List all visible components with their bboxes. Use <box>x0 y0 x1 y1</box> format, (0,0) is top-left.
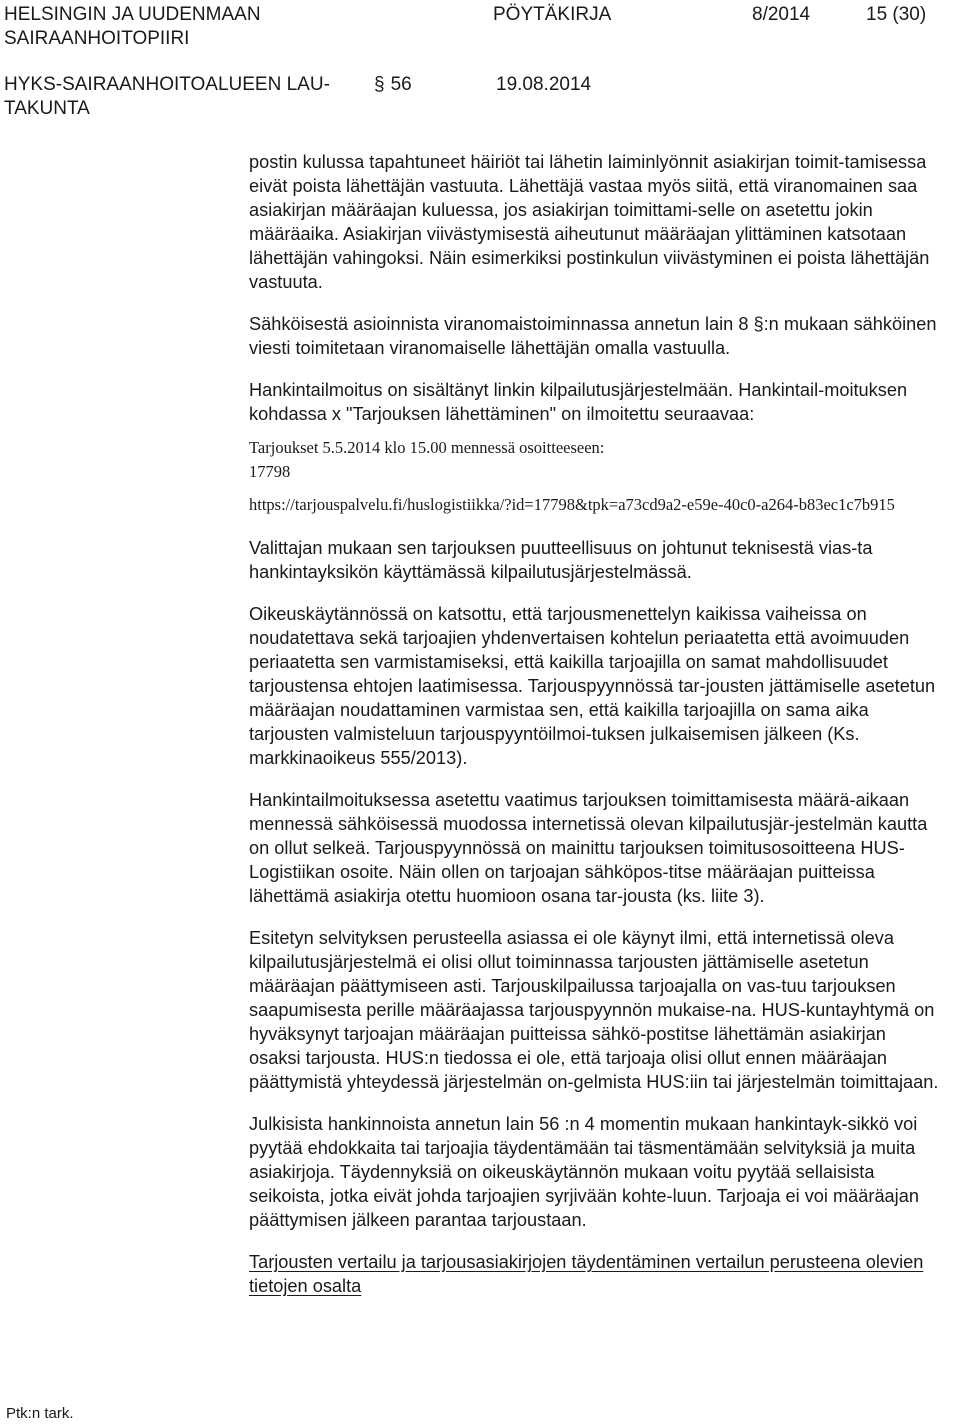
document-type: PÖYTÄKIRJA <box>493 4 612 25</box>
paragraph-appellant-claim: Valittajan mukaan sen tarjouksen puutteellisuus on johtunut teknisestä vias-ta hankintayksikön käyttämässä kilpailutusjärjestelmässä. <box>249 538 873 582</box>
paragraph-notice-requirement: Hankintailmoituksessa asetettu vaatimus tarjouksen toimittamisesta määrä-aikaan mennessä sähköisessä muodossa internetissä olevan kilpailutusjär-jestelmän kautta on ollut selkeä. Tarjouspyynnössä on mainittu tarjouksen toimitusosoitteena HUS-Logistiikan osoite. Näin ollen on tarjoajan sähköpos-titse määräajan puitteissa lähettämä asiakirja otettu huomioon osana tar-jousta (ks. liite 3). <box>249 790 928 906</box>
section-symbol: § <box>374 74 385 95</box>
document-body <box>249 150 939 1298</box>
tender-service-link[interactable]: https://tarjouspalvelu.fi/huslogistiikka/?id=17798&tpk=a73cd9a2-e59e-40c0-a264-b83ec1c7b915 <box>249 495 895 514</box>
document-number: 8/2014 <box>752 4 811 25</box>
unit-name-line2: TAKUNTA <box>4 98 90 119</box>
paragraph-procurement-notice: Hankintailmoitus on sisältänyt linkin kilpailutusjärjestelmään. Hankintail-moituksen kohdassa x "Tarjouksen lähettäminen" on ilmoitettu seuraavaa: <box>249 380 908 424</box>
paragraph-case-law: Oikeuskäytännössä on katsottu, että tarjousmenettelyn kaikissa vaiheissa on noudatettava sekä tarjoajien yhdenvertaisen kohtelun periaatetta että avoimuuden periaatetta sen varmistamiseksi, että kaikilla tarjoajilla on samat mahdollisuudet tarjoustensa ehtojen laatimisessa. Tarjouspyynnössä tar-jousten jättämiselle asetetun määräajan noudattaminen varmistaa sen, että kaikilla tarjoajilla on sama aika tarjousten valmisteluun tarjouspyyntöilmoi-tuksen julkaisemisen jälkeen (Ks. markkinaoikeus 555/2013). <box>249 604 936 768</box>
organization-name-line2: SAIRAANHOITOPIIRI <box>4 28 190 49</box>
section-reference <box>374 72 412 97</box>
meeting-date: 19.08.2014 <box>496 74 592 95</box>
quote-deadline: Tarjoukset 5.5.2014 klo 15.00 mennessä osoitteeseen: <box>249 438 605 457</box>
organization-name-line1: HELSINGIN JA UUDENMAAN <box>4 4 261 25</box>
document-header <box>0 0 960 130</box>
unit-name-line1: HYKS-SAIRAANHOITOALUEEN LAU- <box>4 74 330 95</box>
quote-id: 17798 <box>249 462 291 481</box>
paragraph-procurement-law: Julkisista hankinnoista annetun lain 56 :n 4 momentin mukaan hankintayk-sikkö voi pyytää ehdokkaita tai tarjoajia täydentämään tai täsmentämään selvityksiä ja muita asiakirjoja. Täydennyksiä on oikeuskäytännön mukaan voitu pyytää sellaisista seikoista, jotka eivät johda tarjoajien syrjivään kohte-luun. Tarjoaja ei voi määräajan päättymisen jälkeen parantaa tarjoustaan. <box>249 1114 919 1230</box>
paragraph-electronic-transactions: Sähköisestä asioinnista viranomaistoiminnassa annetun lain 8 §:n mukaan sähköinen viesti toimitetaan viranomaiselle lähettäjän omalla vastuulla. <box>249 314 937 358</box>
minutes-checker-label: Ptk:n tark. <box>6 1405 74 1422</box>
section-number: 56 <box>390 74 412 95</box>
page-number: 15 (30) <box>866 4 927 25</box>
paragraph-investigation: Esitetyn selvityksen perusteella asiassa ei ole käynyt ilmi, että internetissä oleva kilpailutusjärjestelmä ei olisi ollut toiminnassa tarjousten jättämiselle asetetun määräajan päättymiseen asti. Tarjouskilpailussa tarjoajalla on vas-tuu tarjouksen saapumisesta perille määräajassa tarjouspyynnön mukaise-na. HUS-kuntayhtymä on hyväksynyt tarjoajan määräajan puitteissa sähkö-postitse lähettämän asiakirjan osaksi tarjousta. HUS:n tiedossa ei ole, että tarjoaja olisi ollut ennen määräajan päättymistä yhteydessä järjestelmän on-gelmista HUS:iin tai järjestelmän toimittajaan. <box>249 928 939 1092</box>
section-heading: Tarjousten vertailu ja tarjousasiakirjojen täydentäminen vertailun perusteena olevien tietojen osalta <box>249 1252 924 1296</box>
paragraph-sender-responsibility: postin kulussa tapahtuneet häiriöt tai lähetin laiminlyönnit asiakirjan toimit-tamisessa eivät poista lähettäjän vastuuta. Lähettäjä vastaa myös siitä, että viranomainen saa asiakirjan määräajan kuluessa, jos asiakirjan toimittami-selle on asetettu jokin määräaika. Asiakirjan viivästymisestä aiheutunut määräajan ylittäminen katsotaan lähettäjän vahingoksi. Näin esimerkiksi postinkulun viivästyminen ei poista lähettäjän vastuuta. <box>249 152 930 292</box>
